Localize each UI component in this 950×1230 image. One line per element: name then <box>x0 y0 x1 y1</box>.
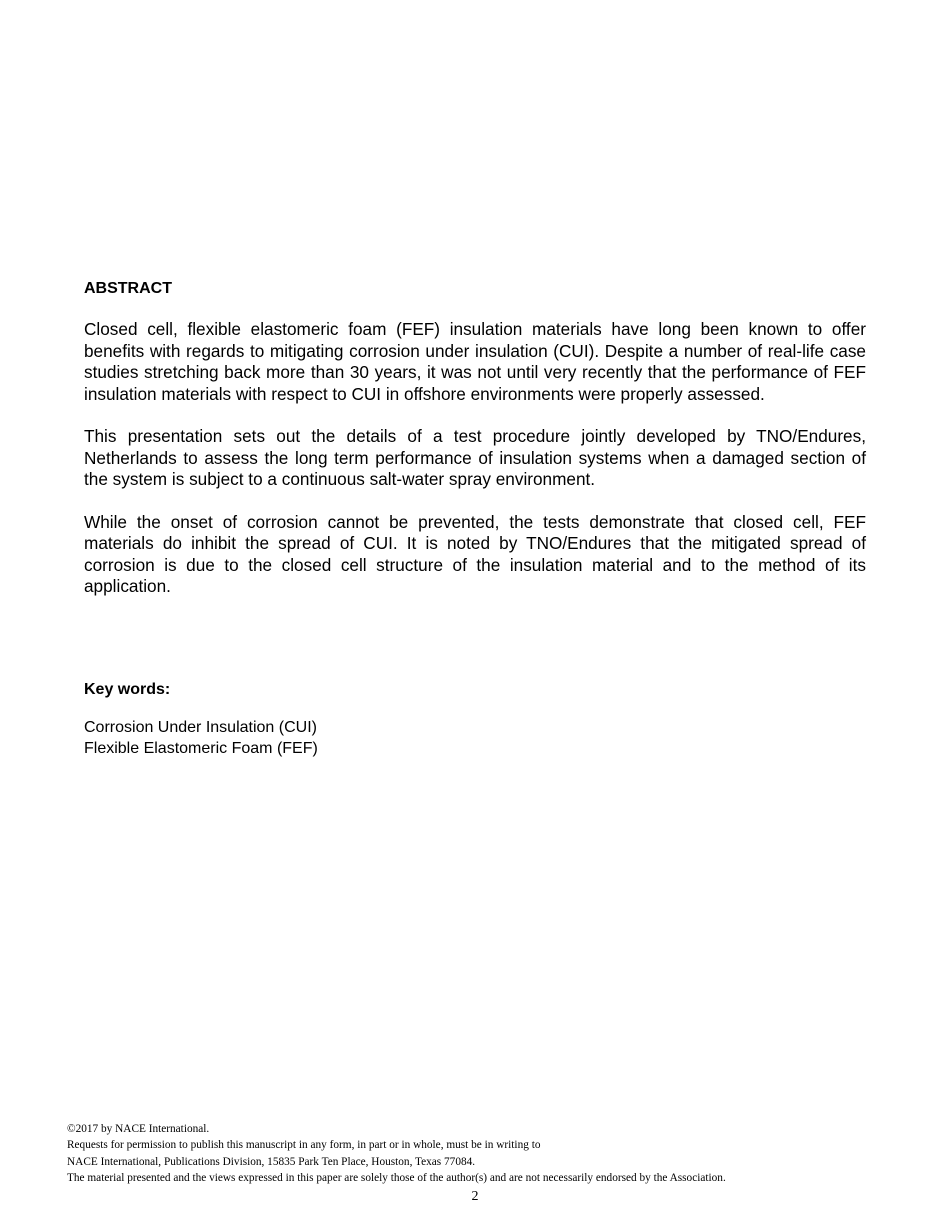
keywords-heading: Key words: <box>84 681 171 698</box>
abstract-paragraph-2: This presentation sets out the details of a test procedure jointly developed by TNO/Endures, Netherlands to assess the long term performance of insulation systems when a damaged section of the system is subject to a continuous salt-water spray environment. <box>84 426 866 489</box>
keywords-list <box>84 717 584 759</box>
footer-address-line: NACE International, Publications Division, 15835 Park Ten Place, Houston, Texas 77084. <box>67 1155 476 1168</box>
abstract-paragraph-3: While the onset of corrosion cannot be prevented, the tests demonstrate that closed cell, FEF materials do inhibit the spread of CUI. It is noted by TNO/Endures that the mitigated spread of corrosion is due to the closed cell structure of the insulation material and to the method of its application. <box>84 511 866 596</box>
keyword-item: Corrosion Under Insulation (CUI) <box>84 719 317 736</box>
abstract-body <box>84 319 866 598</box>
page-number: 2 <box>471 1189 479 1204</box>
abstract-heading: ABSTRACT <box>84 280 172 297</box>
keyword-item: Flexible Elastomeric Foam (FEF) <box>84 740 318 757</box>
footer-disclaimer-line: The material presented and the views expressed in this paper are solely those of the author(s) and are not necessarily endorsed by the Association. <box>67 1171 726 1184</box>
abstract-paragraph-1: Closed cell, flexible elastomeric foam (FEF) insulation materials have long been known to offer benefits with regards to mitigating corrosion under insulation (CUI). Despite a number of real-life case studies stretching back more than 30 years, it was not until very recently that the performance of FEF insulation materials with respect to CUI in offshore environments were properly assessed. <box>84 319 866 404</box>
keywords-section <box>84 680 584 759</box>
footer-permission-line: Requests for permission to publish this manuscript in any form, in part or in whole, must be in writing to <box>67 1139 541 1152</box>
abstract-section <box>84 279 866 619</box>
copyright-footer <box>67 1121 887 1186</box>
footer-copyright-line: ©2017 by NACE International. <box>67 1123 210 1135</box>
